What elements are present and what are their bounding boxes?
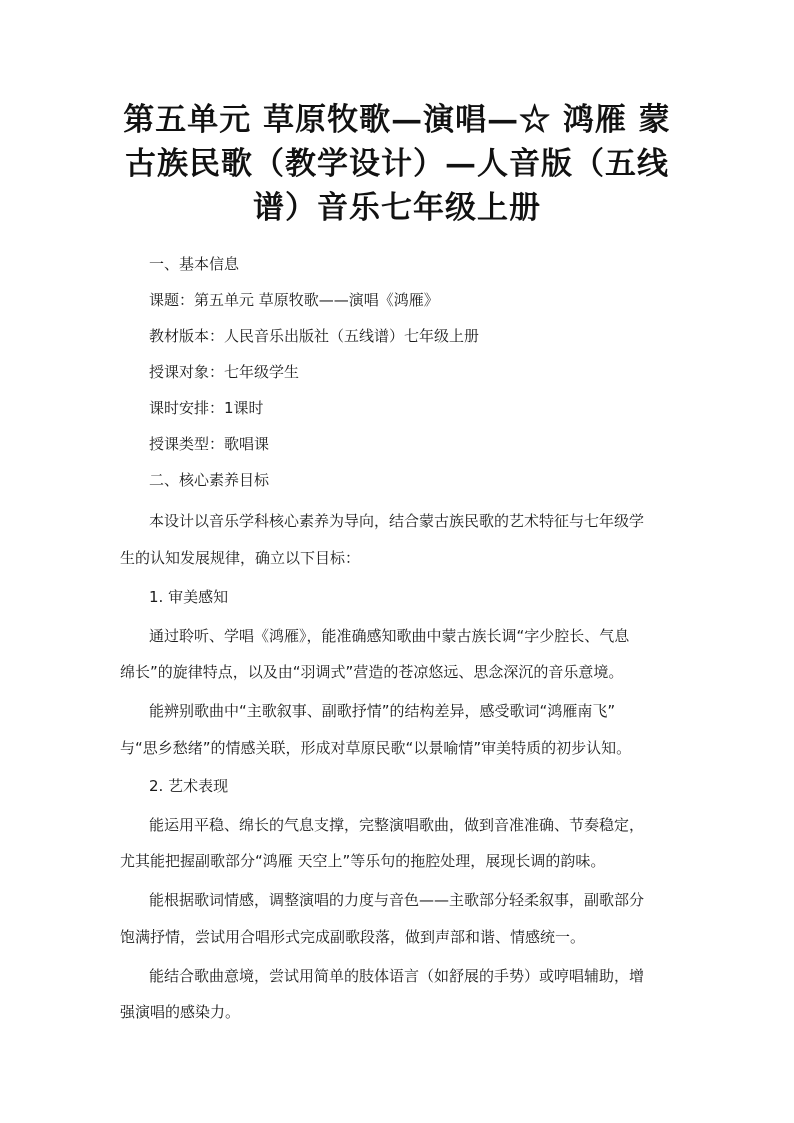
goal2-paragraph3-line-2: 强演唱的感染力。 bbox=[120, 1003, 241, 1021]
title-line-2: 古族民歌（教学设计）—人音版（五线 bbox=[125, 146, 669, 182]
document-title bbox=[112, 98, 682, 230]
goal2-paragraph1-line-2: 尤其能把握副歌部分“鸿雁 天空上”等乐句的拖腔处理，展现长调的韵味。 bbox=[120, 852, 606, 870]
info-textbook: 教材版本：人民音乐出版社（五线谱）七年级上册 bbox=[149, 327, 480, 345]
section-heading-goals: 二、核心素养目标 bbox=[149, 471, 270, 489]
goal1-paragraph1-line-2: 绵长”的旋律特点，以及由“羽调式”营造的苍凉悠远、思念深沉的音乐意境。 bbox=[120, 663, 624, 681]
goal1-paragraph2-line-2: 与“思乡愁绪”的情感关联，形成对草原民歌“以景喻情”审美特质的初步认知。 bbox=[120, 739, 632, 757]
title-line-3: 谱）音乐七年级上册 bbox=[253, 190, 541, 226]
goal2-paragraph2-line-2: 饱满抒情，尝试用合唱形式完成副歌段落，做到声部和谐、情感统一。 bbox=[120, 928, 586, 946]
info-topic: 课题：第五单元 草原牧歌——演唱《鸿雁》 bbox=[149, 291, 439, 309]
intro-paragraph-line-2: 生的认知发展规律，确立以下目标： bbox=[120, 549, 361, 567]
info-schedule: 课时安排：1课时 bbox=[149, 399, 264, 417]
info-lesson-type: 授课类型：歌唱课 bbox=[149, 435, 270, 453]
goal-heading-aesthetic: 1. 审美感知 bbox=[149, 588, 229, 606]
title-line-1: 第五单元 草原牧歌—演唱—☆ 鸿雁 蒙 bbox=[123, 102, 671, 138]
goal1-paragraph1-line-1: 通过聆听、学唱《鸿雁》，能准确感知歌曲中蒙古族长调“字少腔长、气息 bbox=[149, 627, 630, 645]
section-heading-basic-info: 一、基本信息 bbox=[149, 255, 240, 273]
intro-paragraph-line-1: 本设计以音乐学科核心素养为导向，结合蒙古族民歌的艺术特征与七年级学 bbox=[149, 512, 645, 530]
goal1-paragraph2-line-1: 能辨别歌曲中“主歌叙事、副歌抒情”的结构差异，感受歌词“鸿雁南飞” bbox=[149, 702, 616, 720]
goal2-paragraph2-line-1: 能根据歌词情感，调整演唱的力度与音色——主歌部分轻柔叙事，副歌部分 bbox=[149, 891, 645, 909]
goal2-paragraph1-line-1: 能运用平稳、绵长的气息支撑，完整演唱歌曲，做到音准准确、节奏稳定， bbox=[149, 816, 645, 834]
goal2-paragraph3-line-1: 能结合歌曲意境，尝试用简单的肢体语言（如舒展的手势）或哼唱辅助，增 bbox=[149, 967, 645, 985]
info-audience: 授课对象：七年级学生 bbox=[149, 363, 300, 381]
goal-heading-performance: 2. 艺术表现 bbox=[149, 777, 229, 795]
